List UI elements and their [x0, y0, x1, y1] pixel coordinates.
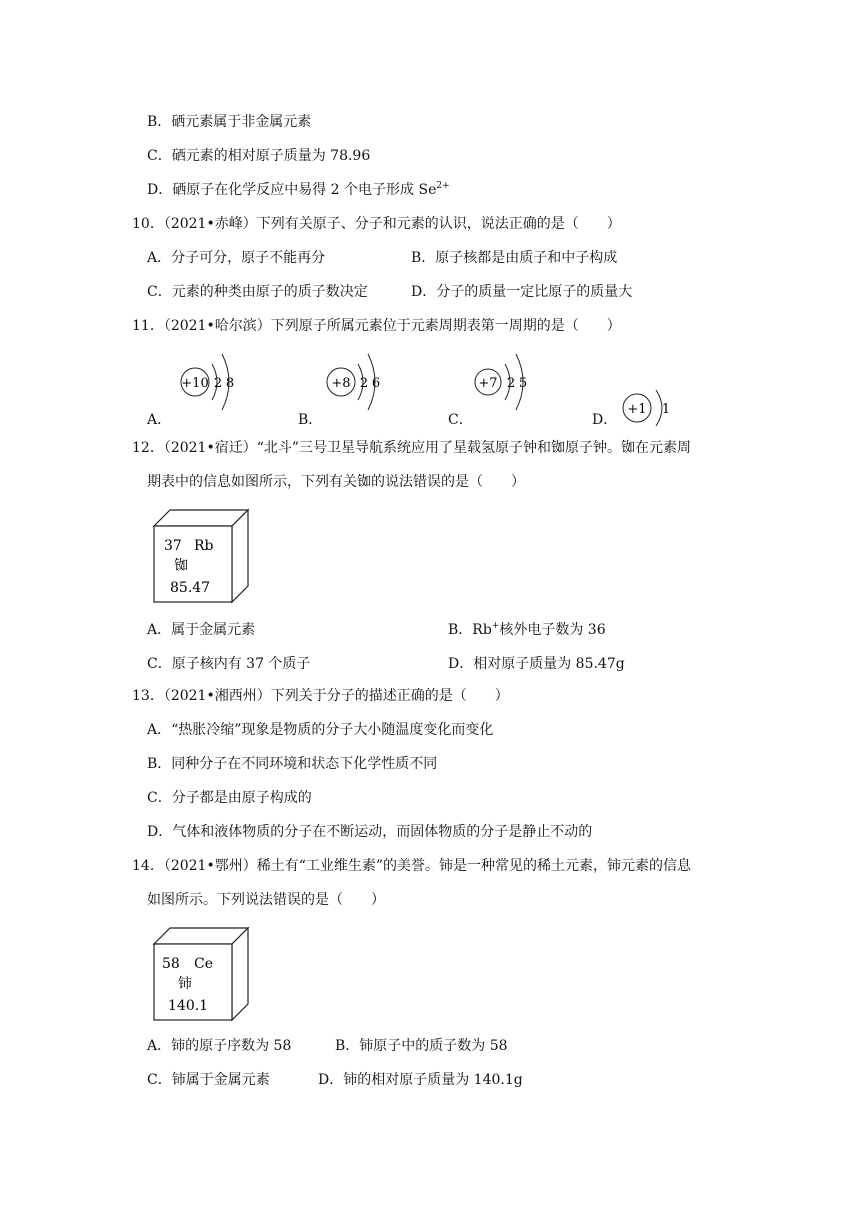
q9-option-b: B．硒元素属于非金属元素: [147, 114, 312, 130]
q12-element-cell: [150, 506, 254, 608]
q9-option-c: C．硒元素的相对原子质量为 78.96: [147, 148, 371, 164]
q12-option-d: D．相对原子质量为 85.47g: [448, 656, 625, 672]
q10-stem: 10．（2021•赤峰）下列有关原子、分子和元素的认识，说法正确的是（ ）: [132, 216, 621, 232]
q13-option-b: B．同种分子在不同环境和状态下化学性质不同: [147, 756, 438, 772]
shell-electrons: 5: [518, 376, 528, 391]
q14-element-cell: [150, 924, 254, 1026]
element-symbol: Ce: [194, 956, 213, 972]
atomic-number: 37: [164, 538, 182, 554]
q12-stem-line2: 期表中的信息如图所示，下列有关铷的说法错误的是（ ）: [147, 474, 525, 490]
q13-stem: 13．（2021•湘西州）下列关于分子的描述正确的是（ ）: [132, 688, 509, 704]
q11-atom-c: [468, 344, 548, 424]
q14-option-c: C．铈属于金属元素: [147, 1072, 270, 1088]
q12-option-b-superscript: +: [491, 621, 500, 631]
element-symbol: Rb: [194, 538, 214, 554]
q10-option-d: D．分子的质量一定比原子的质量大: [411, 284, 633, 300]
shell-electrons: 6: [371, 376, 381, 391]
q11-label-d: D．: [592, 412, 618, 428]
q11-label-b: B．: [298, 412, 323, 428]
q13-option-a: A．“热胀冷缩”现象是物质的分子大小随温度变化而变化: [147, 722, 494, 738]
q13-option-c: C．分子都是由原子构成的: [147, 790, 312, 806]
q14-stem-line2: 如图所示。下列说法错误的是（ ）: [147, 892, 385, 908]
element-name: 铷: [174, 558, 188, 574]
q9-option-d: [147, 180, 450, 200]
q14-option-a: A．铈的原子序数为 58: [147, 1038, 292, 1054]
q10-option-c: C．元素的种类由原子的质子数决定: [147, 284, 368, 300]
q11-atom-d: [618, 384, 678, 436]
q12-option-a: A．属于金属元素: [147, 622, 256, 638]
q9-option-d-superscript: 2+: [436, 181, 450, 191]
q9-option-d-text: D．硒原子在化学反应中易得 2 个电子形成 Se: [147, 182, 437, 198]
q11-stem: 11．（2021•哈尔滨）下列原子所属元素位于元素周期表第一周期的是（ ）: [132, 318, 621, 334]
q12-stem-line1: 12．（2021•宿迁）“北斗”三号卫星导航系统应用了星载氢原子钟和铷原子钟。铷在元素周: [132, 440, 692, 456]
atomic-mass: 85.47: [170, 580, 211, 596]
q12-option-b-pre: B．Rb: [448, 622, 492, 638]
q11-label-c: C．: [448, 412, 473, 428]
q10-option-a: A．分子可分，原子不能再分: [147, 250, 326, 266]
q14-stem-line1: 14．（2021•鄂州）稀土有“工业维生素”的美誉。铈是一种常见的稀土元素，铈元素的信息: [132, 858, 692, 874]
shell-electrons: 2: [213, 376, 223, 391]
q12-option-b: [448, 620, 606, 640]
shell-electrons: 8: [225, 376, 235, 391]
nucleus-charge: +7: [478, 376, 498, 391]
shell-electrons: 2: [506, 376, 516, 391]
q14-option-d: D．铈的相对原子质量为 140.1g: [318, 1072, 523, 1088]
shell-electrons: 2: [359, 376, 369, 391]
element-name: 铈: [178, 976, 192, 992]
q11-atom-a: [172, 344, 252, 424]
nucleus-charge: +8: [331, 376, 351, 391]
q12-option-c: C．原子核内有 37 个质子: [147, 656, 311, 672]
q14-option-b: B．铈原子中的质子数为 58: [335, 1038, 508, 1054]
q12-option-b-post: 核外电子数为 36: [499, 622, 606, 638]
atomic-number: 58: [162, 956, 180, 972]
q13-option-d: D．气体和液体物质的分子在不断运动，而固体物质的分子是静止不动的: [147, 824, 593, 840]
q11-label-a: A．: [147, 412, 172, 428]
nucleus-charge: +1: [627, 402, 647, 417]
shell-electrons: 1: [661, 402, 671, 417]
atomic-mass: 140.1: [168, 998, 209, 1014]
q10-option-b: B．原子核都是由质子和中子构成: [411, 250, 618, 266]
nucleus-charge: +10: [181, 376, 209, 391]
q11-atom-b: [318, 344, 398, 424]
